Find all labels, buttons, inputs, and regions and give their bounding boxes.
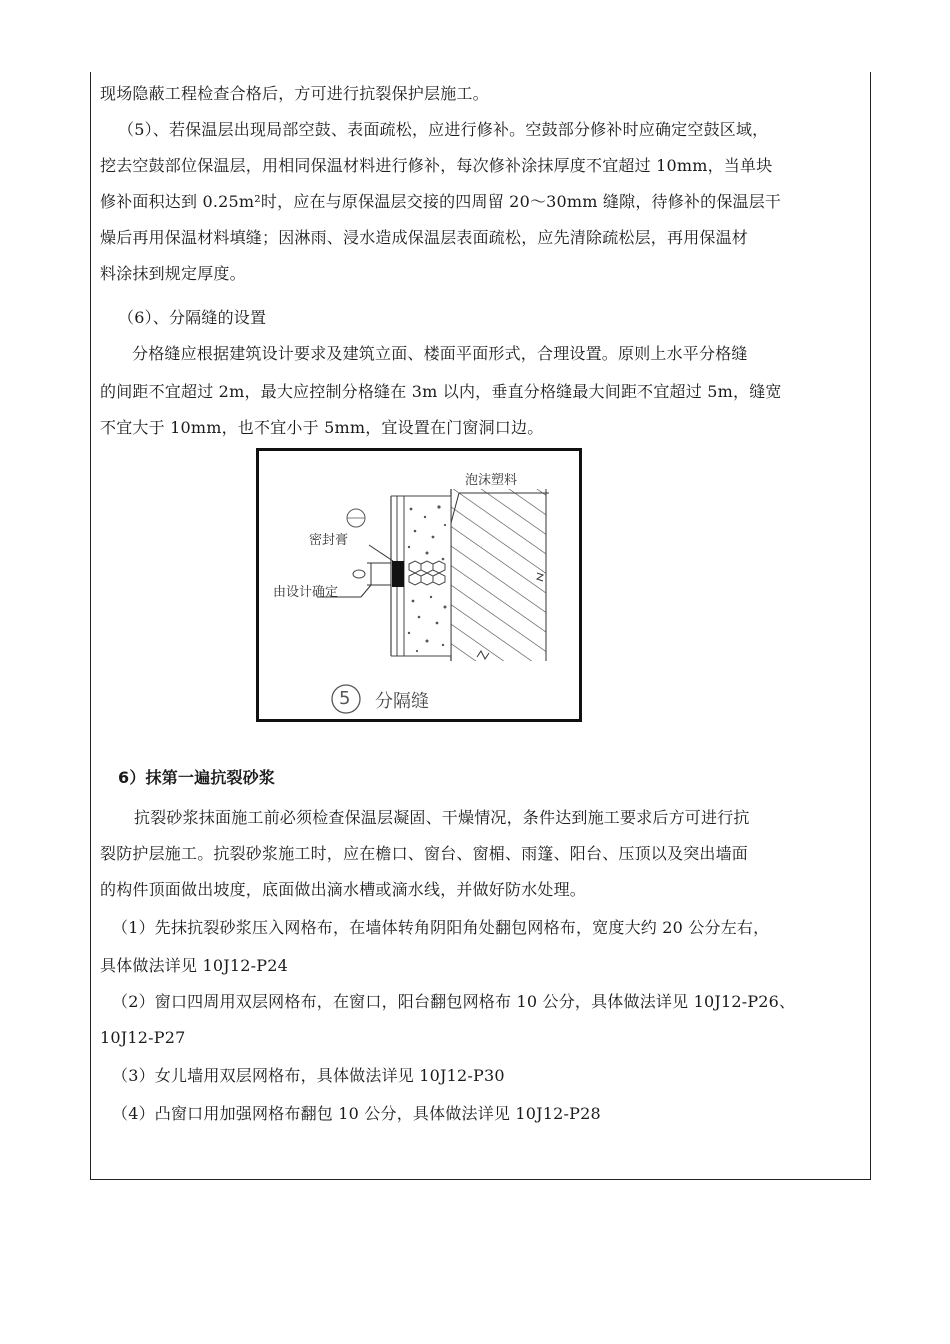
section-heading-anti-crack-mortar: 6）抹第一遍抗裂砂浆 [118,768,276,787]
section6-line-6: （2）窗口四周用双层网格布，在窗口，阳台翻包网格布 10 公分，具体做法详见 10J12-P26、 [112,992,796,1011]
text-line-4: 修补面积达到 0.25m²时，应在与原保温层交接的四周留 20～30mm 缝隙，待修补的保温层干 [100,192,782,211]
design-determined-label: 由设计确定 [273,585,339,600]
section6-line-1: 抗裂砂浆抹面施工前必须检查保温层凝固、干燥情况，条件达到施工要求后方可进行抗 [134,808,750,827]
section6-line-2: 裂防护层施工。抗裂砂浆施工时，应在檐口、窗台、窗楣、雨篷、阳台、压顶以及突出墙面 [100,844,749,863]
section6-line-7: 10J12-P27 [100,1028,186,1047]
foam-plastic-label: 泡沫塑料 [465,473,518,488]
separation-joint-figure [256,448,582,722]
text-line-10: 不宜大于 10mm，也不宜小于 5mm，宜设置在门窗洞口边。 [100,418,544,437]
sealant-label: 密封膏 [309,533,349,548]
text-line-6: 料涂抹到规定厚度。 [100,264,246,283]
text-line-9: 的间距不宜超过 2m，最大应控制分格缝在 3m 以内，垂直分格缝最大间距不宜超过 5m，缝宽 [100,382,782,401]
text-line-3: 挖去空鼓部位保温层，用相同保温材料进行修补，每次修补涂抹厚度不宜超过 10mm，当单块 [100,156,773,175]
text-line-2: （5）、若保温层出现局部空鼓、表面疏松，应进行修补。空鼓部分修补时应确定空鼓区域， [118,120,769,139]
text-line-8: 分格缝应根据建筑设计要求及建筑立面、楼面平面形式，合理设置。原则上水平分格缝 [132,344,748,363]
subheading-separation-joint: （6）、分隔缝的设置 [118,308,267,327]
section6-line-4: （1）先抹抗裂砂浆压入网格布，在墙体转角阴阳角处翻包网格布，宽度大约 20 公分左右， [112,918,770,937]
section6-line-5: 具体做法详见 10J12-P24 [100,956,288,975]
text-line-1: 现场隐蔽工程检查合格后，方可进行抗裂保护层施工。 [100,84,489,103]
figure-caption: 分隔缝 [375,691,429,712]
section6-line-9: （4）凸窗口用加强网格布翻包 10 公分，具体做法详见 10J12-P28 [112,1104,601,1123]
section6-line-3: 的构件顶面做出坡度，底面做出滴水槽或滴水线，并做好防水处理。 [100,880,587,899]
detail-number: 5 [339,688,351,709]
section6-line-8: （3）女儿墙用双层网格布，具体做法详见 10J12-P30 [112,1066,505,1085]
text-line-5: 燥后再用保温材料填缝；因淋雨、浸水造成保温层表面疏松，应先清除疏松层，再用保温材 [100,228,749,247]
